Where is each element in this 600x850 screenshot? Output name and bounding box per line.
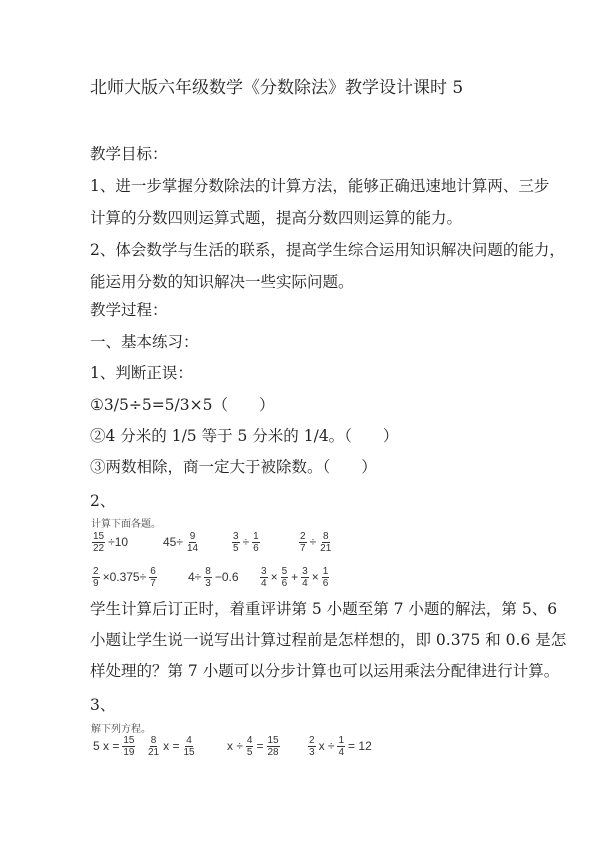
- fraction: [260, 566, 268, 589]
- fraction-numerator: 8: [205, 565, 211, 577]
- fraction-denominator: 15: [183, 746, 195, 758]
- fraction-denominator: 9: [93, 577, 99, 589]
- q3-equation-4: [307, 731, 374, 761]
- fraction-denominator: 7: [150, 577, 156, 589]
- math-operator-text: ×0.375÷: [102, 570, 147, 584]
- fraction: [281, 566, 289, 589]
- fraction-numerator: 6: [150, 565, 156, 577]
- fraction-numerator: 9: [189, 530, 196, 542]
- math-operator-text: x =: [163, 739, 180, 753]
- q2-row2-expr-3: [259, 562, 330, 592]
- explanation-line-3: 样处理的？第 7 小题可以分步计算也可以运用乘法分配律进行计算。: [90, 662, 560, 680]
- section-1-heading: 一、基本练习：: [90, 333, 199, 351]
- fraction: [92, 566, 100, 589]
- fraction-numerator: 5: [281, 565, 288, 577]
- fraction: [267, 735, 280, 758]
- question-3-heading: 3、: [90, 696, 116, 714]
- fraction-numerator: 8: [150, 734, 157, 746]
- fraction-denominator: 3: [309, 746, 315, 758]
- process-heading: 教学过程：: [90, 301, 168, 319]
- fraction-numerator: 1: [322, 565, 329, 577]
- fraction: [252, 531, 260, 554]
- fraction-denominator: 22: [93, 542, 105, 554]
- q2-row2-expr-2: [186, 562, 241, 592]
- question-3-equations: [91, 731, 511, 761]
- q3-equation-1: [91, 731, 136, 761]
- fraction-denominator: 6: [322, 577, 329, 589]
- fraction-denominator: 28: [267, 746, 279, 758]
- math-operator-text: 4÷: [188, 570, 202, 584]
- math-operator-text: ÷: [309, 535, 317, 549]
- fraction: [299, 531, 307, 554]
- fraction: [204, 566, 212, 589]
- fraction-denominator: 3: [205, 577, 211, 589]
- fraction-numerator: 1: [338, 734, 345, 746]
- page-title: 北师大版六年级数学《分数除法》教学设计课时 5: [90, 78, 464, 98]
- math-operator-text: =: [256, 739, 264, 753]
- question-2-row-2: [91, 562, 511, 592]
- fraction: [246, 735, 254, 758]
- fraction-numerator: 3: [233, 530, 239, 542]
- fraction-numerator: 4: [246, 734, 253, 746]
- fraction: [232, 531, 240, 554]
- fraction: [301, 566, 309, 589]
- explanation-line-1: 学生计算后订正时，着重评讲第 5 小题至第 7 小题的解法，第 5、6: [90, 600, 558, 618]
- math-operator-text: ×: [311, 570, 319, 584]
- question-3-caption: 解下列方程。: [91, 724, 151, 735]
- fraction-denominator: 21: [148, 746, 160, 758]
- math-operator-text: 45÷: [163, 535, 183, 549]
- q2-row1-expr-1: [91, 527, 130, 557]
- math-operator-text: ÷10: [108, 535, 129, 549]
- fraction: [147, 735, 160, 758]
- fraction-numerator: 8: [322, 530, 329, 542]
- fraction: [319, 531, 332, 554]
- question-1-item-2: ②4 分米的 1/5 等于 5 分米的 1/4。（ ）: [90, 427, 399, 445]
- fraction-denominator: 19: [123, 746, 135, 758]
- q2-row1-expr-4: [298, 527, 333, 557]
- fraction-numerator: 15: [123, 734, 135, 746]
- math-operator-text: ×: [270, 570, 278, 584]
- question-1-item-3: ③两数相除，商一定大于被除数。（ ）: [90, 458, 377, 476]
- math-operator-text: x ÷: [227, 739, 243, 753]
- q2-row1-expr-3: [231, 527, 261, 557]
- question-2-caption: 计算下面各题。: [91, 519, 161, 530]
- question-2-row-1: [91, 527, 511, 557]
- question-2-heading: 2、: [90, 492, 116, 510]
- fraction: [149, 566, 157, 589]
- math-operator-text: ÷: [242, 535, 250, 549]
- math-operator-text: −0.6: [214, 570, 239, 584]
- fraction-numerator: 2: [93, 565, 99, 577]
- fraction-denominator: 4: [302, 577, 308, 589]
- fraction-numerator: 4: [186, 734, 192, 746]
- question-1-item-1: ①3/5÷5=5/3×5（ ）: [90, 396, 275, 414]
- fraction: [308, 735, 316, 758]
- fraction-denominator: 4: [338, 746, 345, 758]
- fraction-denominator: 21: [320, 542, 332, 554]
- fraction-denominator: 7: [300, 542, 306, 554]
- math-operator-text: x ÷: [318, 739, 335, 753]
- q3-equation-3: [225, 731, 281, 761]
- fraction-denominator: 6: [281, 577, 288, 589]
- fraction-numerator: 15: [267, 734, 279, 746]
- fraction-numerator: 1: [253, 530, 259, 542]
- math-operator-text: 5 x =: [93, 739, 120, 753]
- fraction-numerator: 15: [93, 530, 105, 542]
- objective-1-line-2: 计算的分数四则运算式题，提高分数四则运算的能力。: [90, 209, 463, 227]
- fraction: [322, 566, 330, 589]
- fraction-numerator: 3: [261, 565, 267, 577]
- explanation-line-2: 小题让学生说一说写出计算过程前是怎样想的，即 0.375 和 0.6 是怎: [90, 631, 567, 649]
- question-1-heading: 1、判断正误：: [90, 364, 193, 382]
- fraction-denominator: 6: [253, 542, 259, 554]
- fraction: [186, 531, 199, 554]
- objective-2-line-2: 能运用分数的知识解决一些实际问题。: [90, 273, 354, 291]
- q2-row1-expr-2: [161, 527, 200, 557]
- objective-1-line-1: 1、进一步掌握分数除法的计算方法，能够正确迅速地计算两、三步: [90, 177, 550, 195]
- objective-2-line-1: 2、体会数学与生活的联系，提高学生综合运用知识解决问题的能力，: [90, 241, 565, 259]
- q2-row2-expr-1: [91, 562, 158, 592]
- fraction-numerator: 2: [309, 734, 315, 746]
- fraction-denominator: 14: [186, 542, 199, 554]
- fraction-numerator: 3: [302, 565, 308, 577]
- fraction: [182, 735, 195, 758]
- q3-equation-2: [146, 731, 197, 761]
- fraction: [122, 735, 135, 758]
- fraction-denominator: 4: [261, 577, 267, 589]
- math-operator-text: +: [291, 570, 299, 584]
- objectives-heading: 教学目标：: [90, 145, 168, 163]
- fraction: [92, 531, 105, 554]
- math-operator-text: = 12: [348, 739, 372, 753]
- fraction-numerator: 2: [300, 530, 306, 542]
- fraction-denominator: 5: [246, 746, 253, 758]
- fraction-denominator: 5: [233, 542, 239, 554]
- fraction: [337, 735, 345, 758]
